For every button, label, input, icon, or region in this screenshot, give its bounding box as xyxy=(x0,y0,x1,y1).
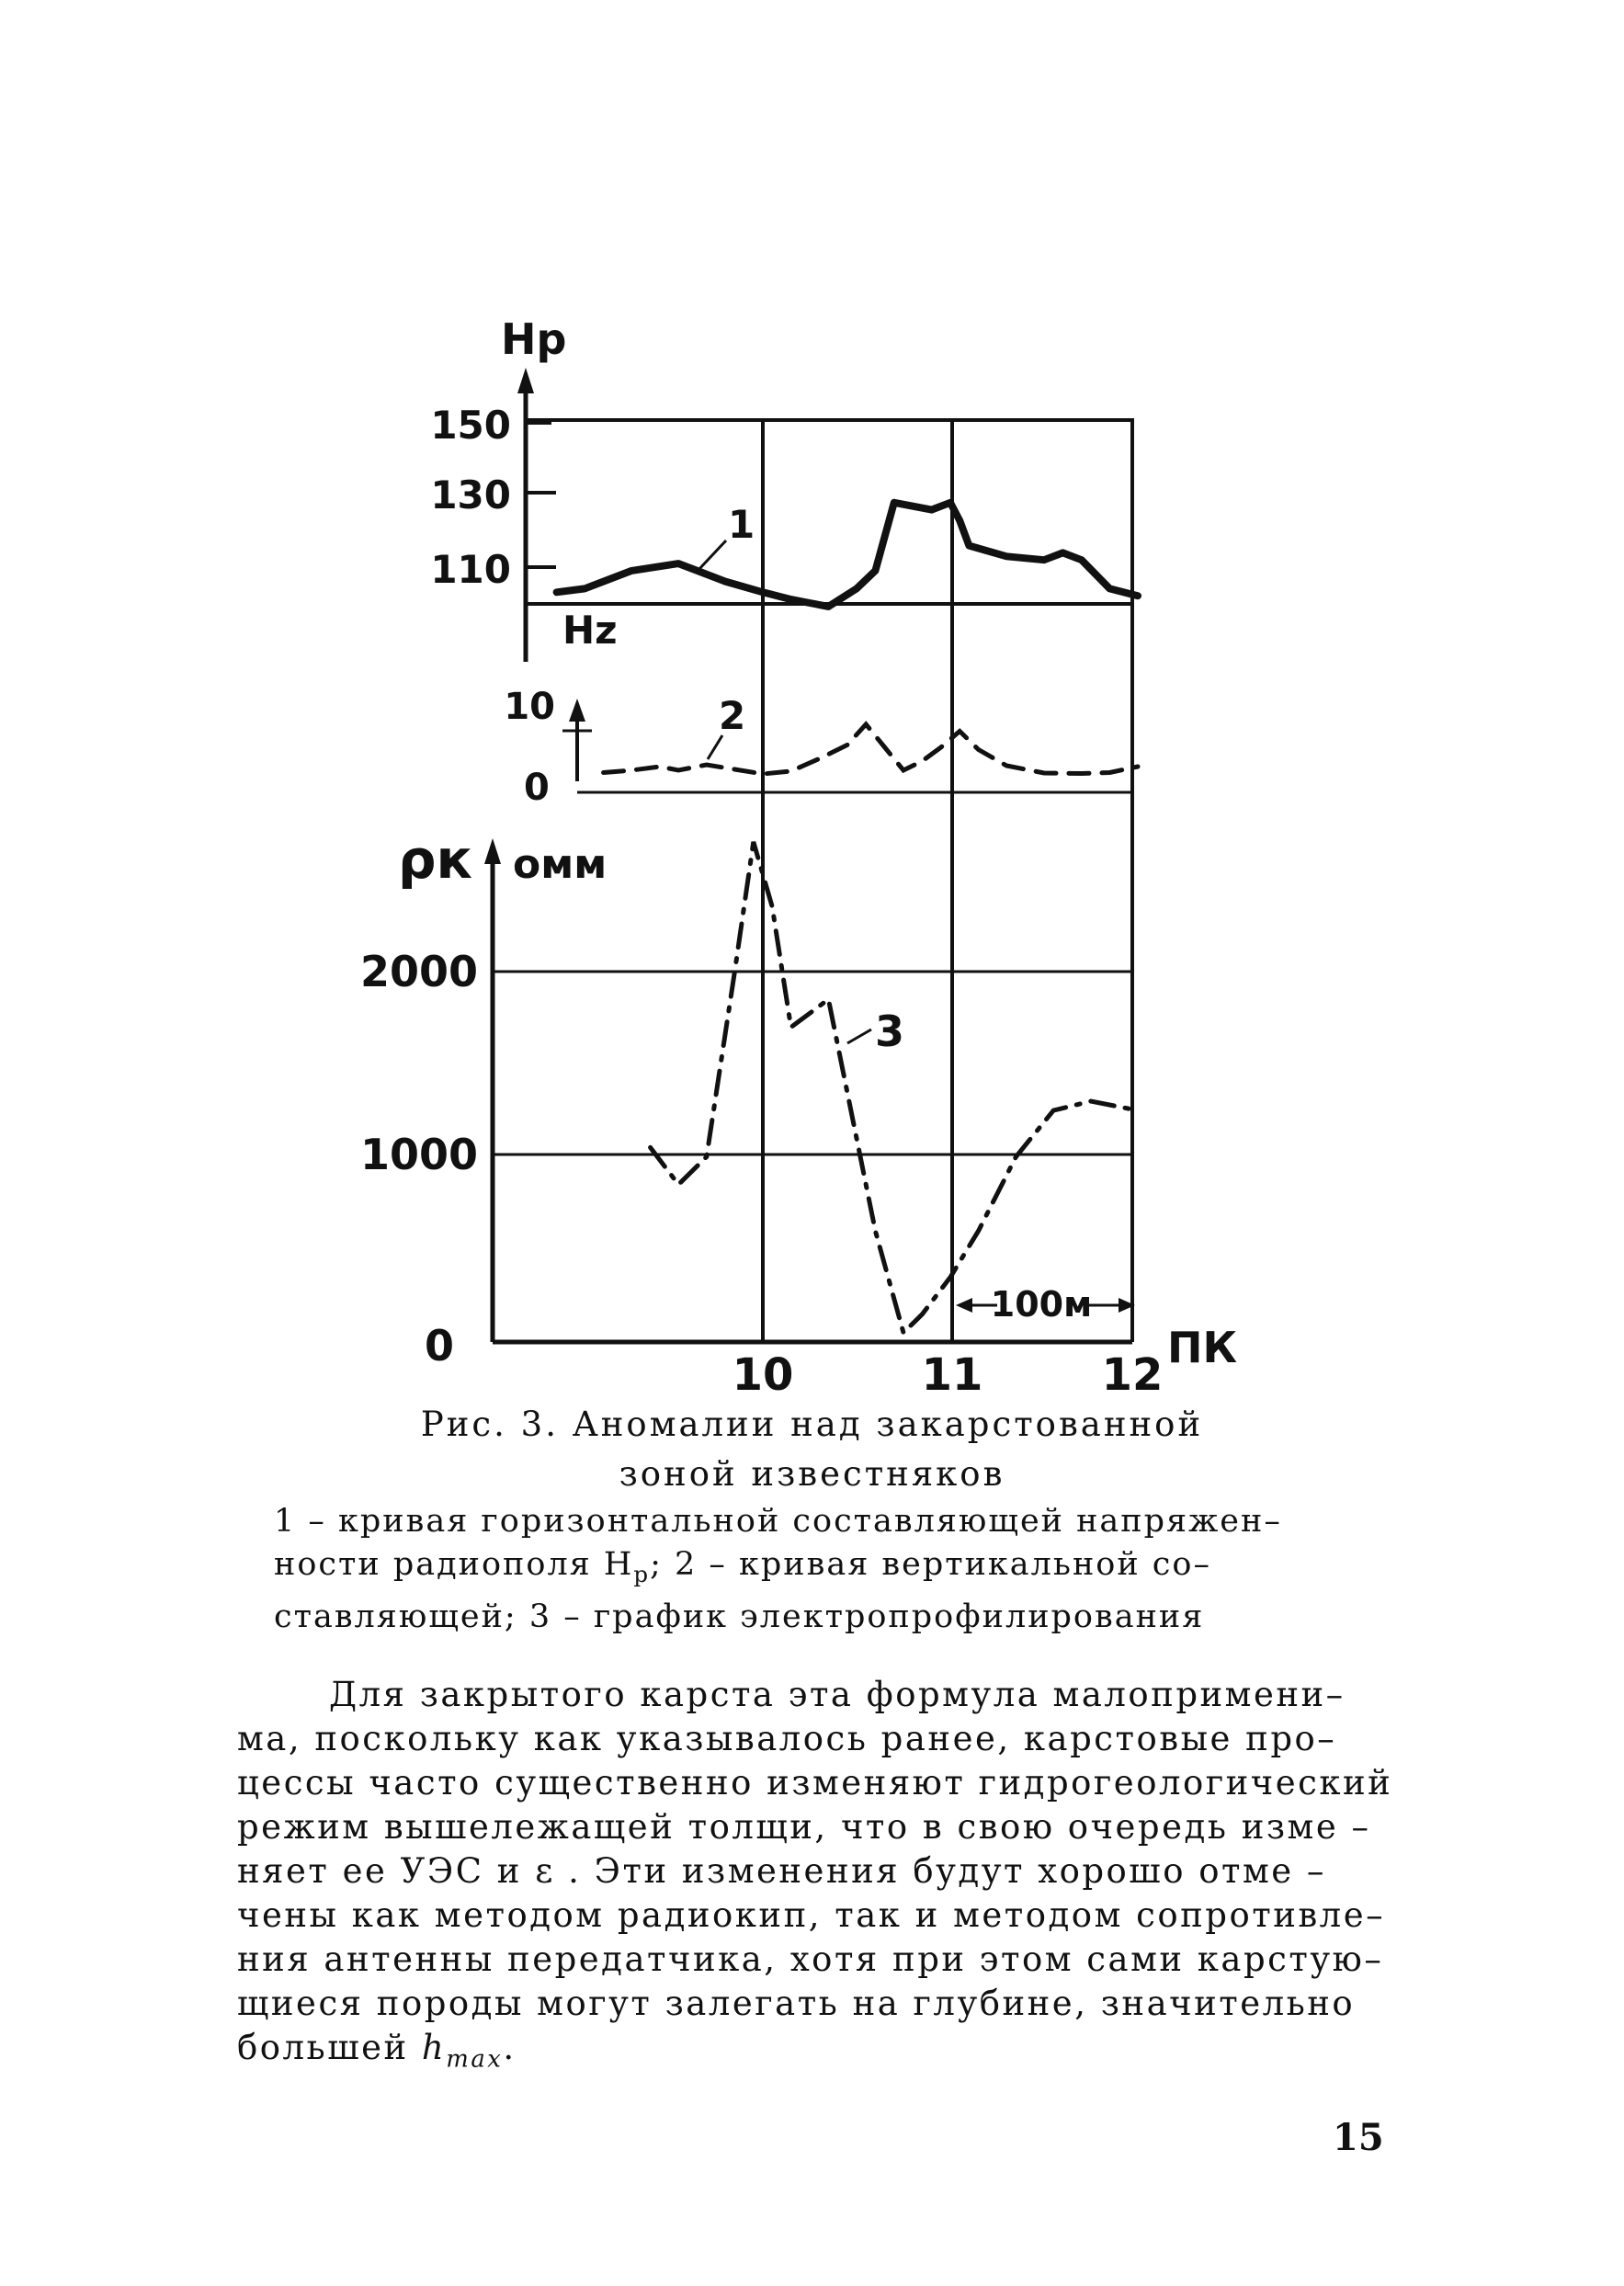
body-paragraph xyxy=(237,1673,1432,2081)
legend-line-2: ности радиополя $H_р$; 2 – кривая вертикальной со– xyxy=(274,1546,1211,1587)
curve-label-2: 2 xyxy=(719,693,746,738)
body-line: Для закрытого карста эта формула малопримени– xyxy=(329,1675,1346,1714)
hz-tick-label-10: 10 xyxy=(504,686,555,728)
hz-title: Hz xyxy=(562,608,618,653)
curve-label-3: 3 xyxy=(875,1007,905,1056)
body-line: чены как методом радиокип, так и методом сопротивле– xyxy=(237,1895,1386,1935)
body-line: щиеся породы могут залегать на глубине, значительно xyxy=(237,1984,1356,2023)
curve-3-electroprofiling xyxy=(651,842,1138,1333)
lower-tick-label-1000: 1000 xyxy=(359,1130,478,1179)
upper-y-arrow xyxy=(517,368,534,393)
curve-2-vertical-component xyxy=(604,724,1138,774)
lower-tick-label-0: 0 xyxy=(424,1321,454,1370)
x-tick-label-11: 11 xyxy=(921,1349,983,1401)
legend-line-3: ставляющей; 3 – график электропрофилирования xyxy=(274,1598,1205,1635)
upper-y-title: Hp xyxy=(501,314,567,364)
body-line: режим вышележащей толщи, что в свою очередь изме – xyxy=(237,1807,1371,1847)
scale-label: 100м xyxy=(990,1284,1093,1325)
hz-tick-label-0: 0 xyxy=(524,767,550,809)
hz-y-arrow xyxy=(569,699,585,722)
figure-caption-line-2: зоной известняков xyxy=(619,1454,1005,1494)
leader-1 xyxy=(698,540,726,570)
upper-tick-label-150: 150 xyxy=(430,403,511,448)
x-axis-title: ПК xyxy=(1167,1323,1238,1372)
figure-caption-line-1: Рис. 3. Аномалии над закарстованной xyxy=(420,1405,1204,1444)
x-tick-label-12: 12 xyxy=(1101,1349,1164,1401)
legend-line-1: 1 – кривая горизонтальной составляющей напряжен– xyxy=(274,1503,1282,1540)
body-line: цессы часто существенно изменяют гидрогеологический xyxy=(237,1763,1393,1803)
lower-y-arrow xyxy=(484,838,501,864)
page-number: 15 xyxy=(1333,2116,1384,2159)
figure-legend xyxy=(274,1500,1432,1639)
lower-y-unit: омм xyxy=(513,841,608,888)
leader-2 xyxy=(708,735,722,759)
upper-tick-label-130: 130 xyxy=(430,472,511,517)
curve-label-1: 1 xyxy=(728,502,755,547)
leader-3 xyxy=(847,1029,871,1043)
x-tick-label-10: 10 xyxy=(732,1349,794,1401)
body-line: ния антенны передатчика, хотя при этом сами карстую– xyxy=(237,1939,1384,1979)
body-line: ма, поскольку как указывалось ранее, карстовые про– xyxy=(237,1719,1337,1758)
body-line: няет ее УЭС и ε . Эти изменения будут хорошо отме – xyxy=(237,1851,1326,1891)
body-line-last: большей $h_{max}$. xyxy=(237,2028,517,2074)
upper-tick-label-110: 110 xyxy=(430,547,511,592)
lower-y-title: ρк xyxy=(398,828,472,891)
lower-tick-label-2000: 2000 xyxy=(359,947,478,996)
curve-1-horizontal-component xyxy=(557,503,1138,607)
